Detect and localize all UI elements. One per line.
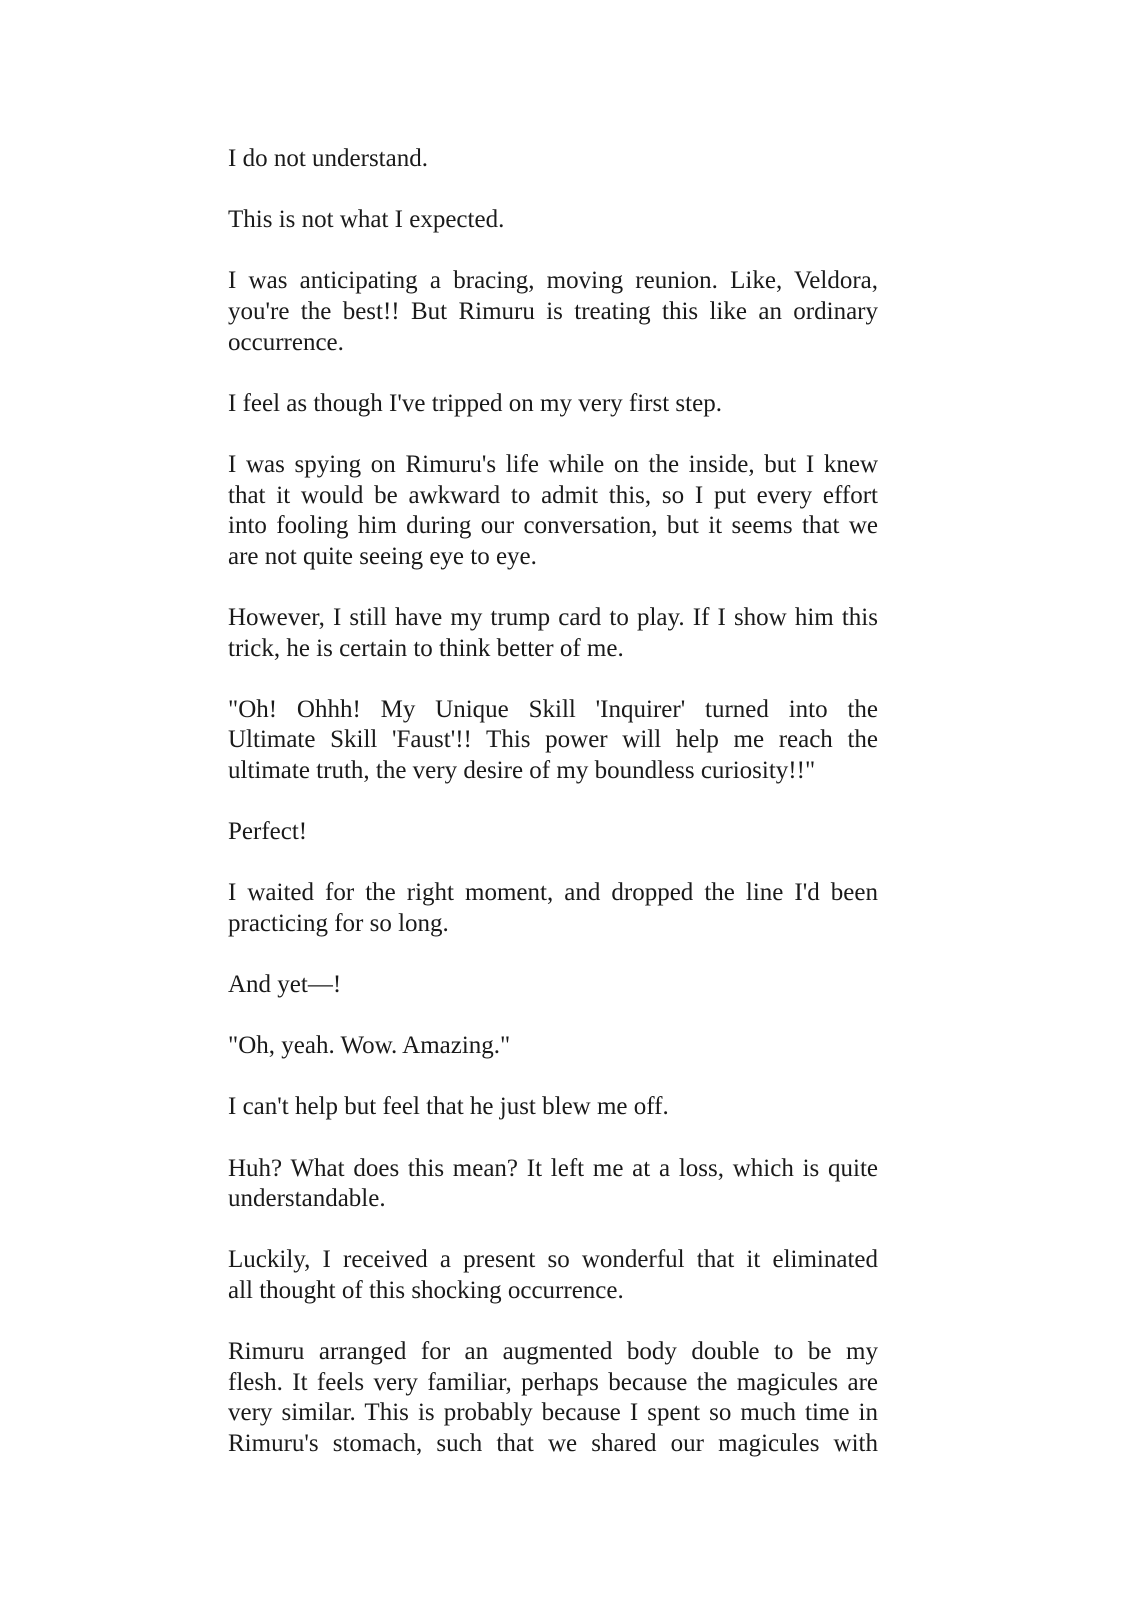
text-line: Perfect! — [228, 818, 308, 846]
text-line: Rimuru arranged for an augmented body double to be my — [228, 1338, 878, 1366]
paragraph — [228, 266, 878, 358]
paragraph — [228, 1154, 878, 1215]
paragraph — [228, 389, 878, 420]
text-line: I can't help but feel that he just blew me off. — [228, 1093, 669, 1121]
text-line: that it would be awkward to admit this, so I put every effort — [228, 481, 878, 509]
text-line: However, I still have my trump card to play. If I show him this — [228, 603, 878, 631]
paragraph — [228, 970, 878, 1001]
text-line: I do not understand. — [228, 145, 428, 172]
paragraph — [228, 1337, 878, 1459]
text-line: I was spying on Rimuru's life while on the inside, but I knew — [228, 450, 878, 478]
paragraph — [228, 1245, 878, 1306]
text-line: Rimuru's stomach, such that we shared our magicules with — [228, 1429, 878, 1457]
text-line: trick, he is certain to think better of me. — [228, 634, 624, 662]
text-line: ultimate truth, the very desire of my boundless curiosity!!" — [228, 756, 816, 784]
text-line: all thought of this shocking occurrence. — [228, 1276, 624, 1304]
text-line: "Oh! Ohhh! My Unique Skill 'Inquirer' turned into the — [228, 695, 878, 723]
text-line: understandable. — [228, 1185, 386, 1213]
text-line: Huh? What does this mean? It left me at a loss, which is quite — [228, 1154, 878, 1182]
text-line: flesh. It feels very familiar, perhaps because the magicules are — [228, 1368, 878, 1396]
text-line: I was anticipating a bracing, moving reunion. Like, Veldora, — [228, 267, 878, 295]
paragraph — [228, 603, 878, 664]
text-line: This is not what I expected. — [228, 206, 505, 234]
text-line: "Oh, yeah. Wow. Amazing." — [228, 1032, 511, 1060]
paragraph — [228, 450, 878, 572]
paragraph — [228, 205, 878, 236]
text-line: Luckily, I received a present so wonderful that it eliminated — [228, 1246, 878, 1274]
text-line: occurrence. — [228, 328, 344, 356]
paragraph — [228, 1092, 878, 1123]
paragraph — [228, 878, 878, 939]
paragraph — [228, 144, 878, 175]
paragraph — [228, 817, 878, 848]
text-line: Ultimate Skill 'Faust'!! This power will help me reach the — [228, 726, 878, 754]
text-line: you're the best!! But Rimuru is treating this like an ordinary — [228, 297, 878, 325]
text-line: into fooling him during our conversation, but it seems that we — [228, 512, 878, 540]
page-text — [228, 144, 878, 1460]
text-line: And yet—! — [228, 971, 342, 999]
paragraph — [228, 1031, 878, 1062]
text-line: are not quite seeing eye to eye. — [228, 542, 537, 570]
text-line: very similar. This is probably because I spent so much time in — [228, 1399, 878, 1427]
text-line: I waited for the right moment, and dropped the line I'd been — [228, 879, 878, 907]
text-line: I feel as though I've tripped on my very first step. — [228, 389, 722, 417]
paragraph — [228, 695, 878, 787]
text-line: practicing for so long. — [228, 909, 449, 937]
